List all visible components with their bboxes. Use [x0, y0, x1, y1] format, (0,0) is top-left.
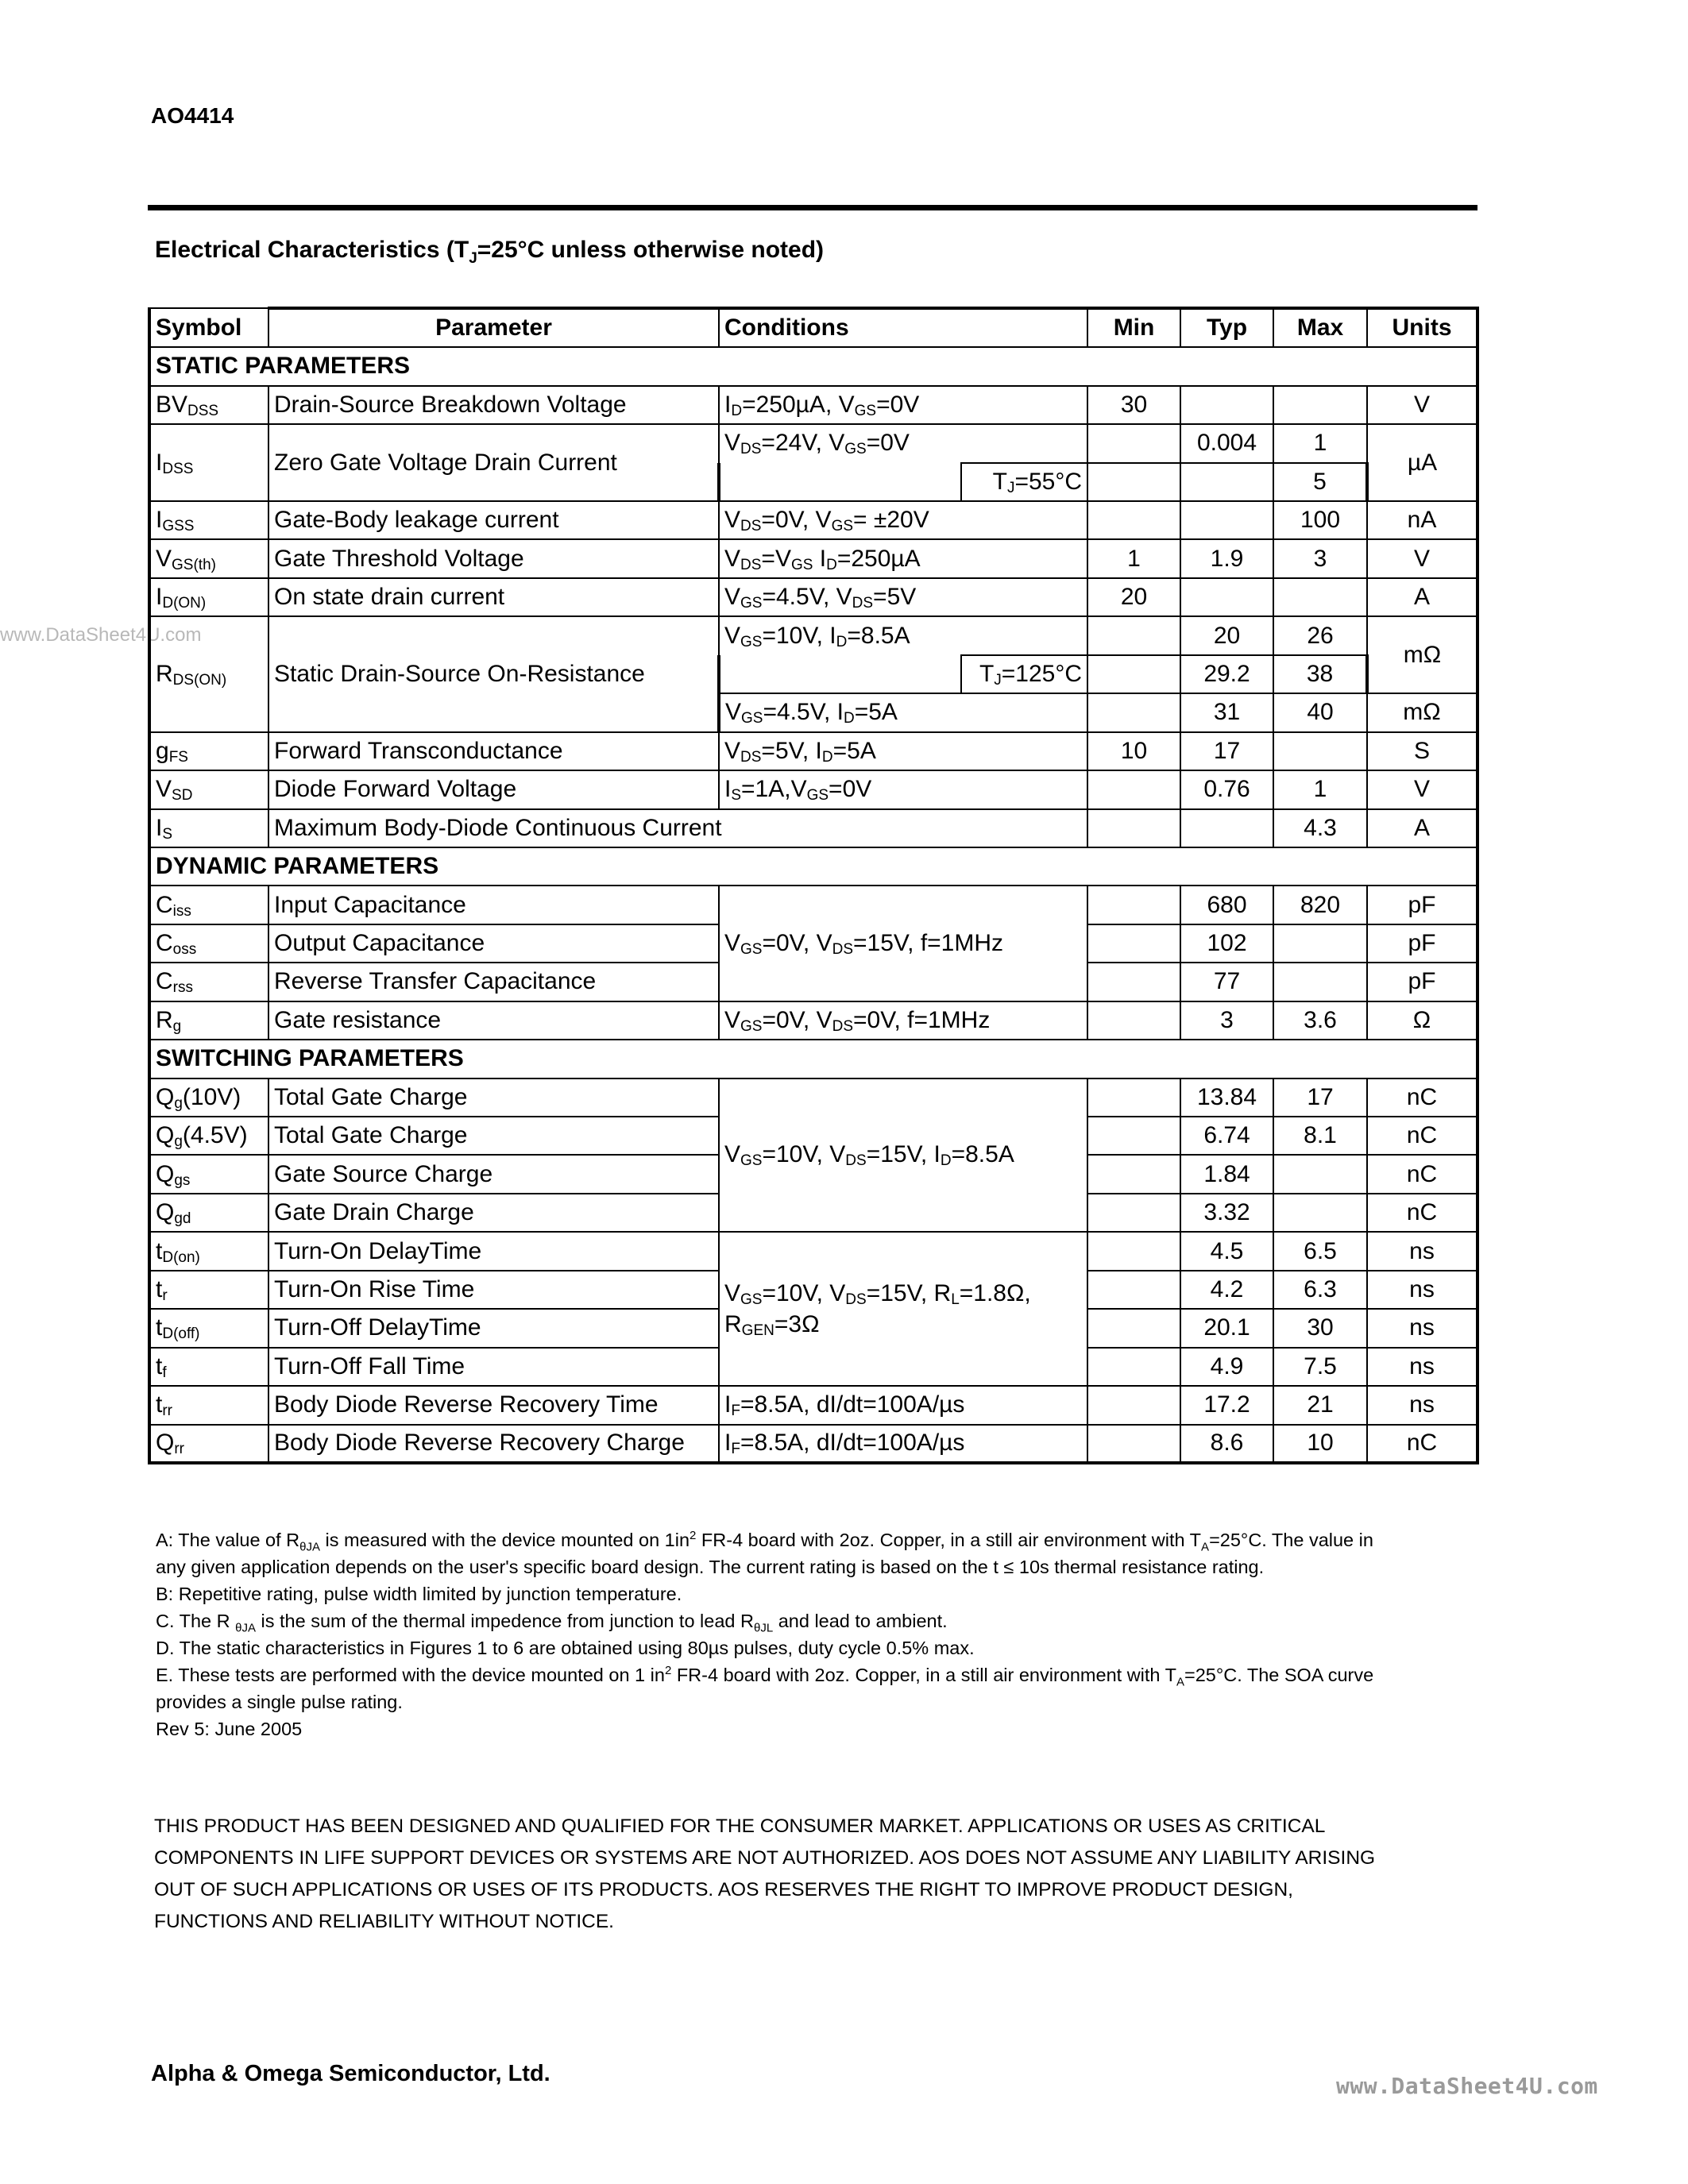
- conditions-cell: $V_{GS}=0V$, $V_{DS}=0V$, f=1MHz: [719, 1001, 1087, 1040]
- max-cell: 5: [1273, 463, 1367, 501]
- conditions-cell: $V_{GS}=4.5V$, $I_D=5A$: [719, 693, 1087, 731]
- parameter-cell: Static Drain-Source On-Resistance: [268, 616, 719, 731]
- min-cell: [1087, 770, 1180, 808]
- max-cell: 100: [1273, 501, 1367, 539]
- min-cell: [1087, 1309, 1180, 1347]
- min-cell: [1087, 1425, 1180, 1464]
- parameter-cell: Gate-Body leakage current: [268, 501, 719, 539]
- min-cell: [1087, 1232, 1180, 1270]
- max-cell: 3.6: [1273, 1001, 1367, 1040]
- parameter-cell: Gate resistance: [268, 1001, 719, 1040]
- parameter-cell: Turn-Off Fall Time: [268, 1348, 719, 1386]
- max-cell: 3: [1273, 539, 1367, 577]
- typ-cell: [1180, 809, 1273, 847]
- symbol-cell: $Q_g(10V)$: [149, 1078, 268, 1117]
- units-cell: pF: [1367, 963, 1477, 1001]
- note-d: D. The static characteristics in Figures 1 to 6 are obtained using 80µs pulses, duty cycle 0.5% max.: [156, 1638, 975, 1658]
- min-cell: [1087, 463, 1180, 501]
- conditions-cell: $V_{DS}=V_{GS}$ $I_D=250\mu A$: [719, 539, 1087, 577]
- footnotes: [156, 1526, 1490, 1742]
- min-cell: 10: [1087, 732, 1180, 770]
- symbol-cell: $g_{FS}$: [149, 732, 268, 770]
- symbol-cell: $R_{DS(ON)}$: [149, 616, 268, 731]
- typ-cell: 13.84: [1180, 1078, 1273, 1117]
- units-cell: ns: [1367, 1271, 1477, 1309]
- max-cell: [1273, 732, 1367, 770]
- max-cell: 6.3: [1273, 1271, 1367, 1309]
- parameter-cell: Gate Threshold Voltage: [268, 539, 719, 577]
- conditions-cell: $I_S=1A,V_{GS}=0V$: [719, 770, 1087, 808]
- table-row: [149, 424, 1477, 462]
- note-c: C. The R $_{\theta JA}$ is the sum of the thermal impedence from junction to lead $R_{\theta JL}$ and lead to ambient.: [156, 1611, 948, 1635]
- units-cell: Ω: [1367, 1001, 1477, 1040]
- symbol-cell: $I_{GSS}$: [149, 501, 268, 539]
- conditions-cell: $I_F=8.5A$, dI/dt=100A/µs: [719, 1425, 1087, 1464]
- side-watermark: www.DataSheet4U.com: [0, 624, 202, 646]
- symbol-cell: $I_S$: [149, 809, 268, 847]
- revision: Rev 5: June 2005: [156, 1719, 303, 1739]
- parameter-cell: Gate Source Charge: [268, 1155, 719, 1193]
- units-cell: nC: [1367, 1078, 1477, 1117]
- units-cell: µA: [1367, 424, 1477, 501]
- max-cell: 8.1: [1273, 1117, 1367, 1155]
- conditions-subcell: $T_J=55^\circ C$: [961, 463, 1087, 501]
- parameter-cell: Body Diode Reverse Recovery Charge: [268, 1425, 719, 1464]
- min-cell: [1087, 924, 1180, 963]
- table-row: [149, 616, 1477, 654]
- note-a-line1: A: The value of $R_{\theta JA}$ is measured with the device mounted on $1in^2$ FR-4 board with 2oz. Copper, in a still air environment with $T_A=25^\circ C$. The value in: [156, 1529, 1373, 1554]
- units-cell: S: [1367, 732, 1477, 770]
- symbol-cell: $t_r$: [149, 1271, 268, 1309]
- typ-cell: 17.2: [1180, 1386, 1273, 1424]
- typ-cell: [1180, 463, 1273, 501]
- units-cell: A: [1367, 809, 1477, 847]
- conditions-cell: $V_{GS}=0V$, $V_{DS}=15V$, f=1MHz: [719, 886, 1087, 1001]
- conditions-cell: $I_D=250\mu A$, $V_{GS}=0V$: [719, 386, 1087, 424]
- typ-cell: 4.2: [1180, 1271, 1273, 1309]
- section-header: STATIC PARAMETERS: [149, 347, 1477, 385]
- max-cell: 7.5: [1273, 1348, 1367, 1386]
- parameter-cell: On state drain current: [268, 578, 719, 616]
- parameter-cell: Turn-Off DelayTime: [268, 1309, 719, 1347]
- typ-cell: 3: [1180, 1001, 1273, 1040]
- min-cell: [1087, 693, 1180, 731]
- table-row: [149, 770, 1477, 808]
- units-cell: pF: [1367, 924, 1477, 963]
- typ-cell: [1180, 386, 1273, 424]
- typ-cell: 20: [1180, 616, 1273, 654]
- symbol-cell: $t_{D(on)}$: [149, 1232, 268, 1270]
- max-cell: [1273, 386, 1367, 424]
- col-header: Conditions: [719, 308, 1087, 347]
- symbol-cell: $Q_g(4.5V)$: [149, 1117, 268, 1155]
- parameter-cell: Maximum Body-Diode Continuous Current: [268, 809, 1087, 847]
- conditions-cell: $V_{GS}=4.5V$, $V_{DS}=5V$: [719, 578, 1087, 616]
- note-b: B: Repetitive rating, pulse width limited by junction temperature.: [156, 1584, 682, 1604]
- units-cell: ns: [1367, 1232, 1477, 1270]
- max-cell: [1273, 1155, 1367, 1193]
- min-cell: [1087, 1155, 1180, 1193]
- table-row: [149, 539, 1477, 577]
- parameter-cell: Forward Transconductance: [268, 732, 719, 770]
- table-row: [149, 578, 1477, 616]
- symbol-cell: $Q_{gs}$: [149, 1155, 268, 1193]
- units-cell: nA: [1367, 501, 1477, 539]
- units-cell: mΩ: [1367, 693, 1477, 731]
- disclaimer-line: THIS PRODUCT HAS BEEN DESIGNED AND QUALIFIED FOR THE CONSUMER MARKET. APPLICATIONS OR USES AS CRITICAL: [154, 1815, 1326, 1837]
- min-cell: [1087, 1117, 1180, 1155]
- max-cell: 6.5: [1273, 1232, 1367, 1270]
- units-cell: A: [1367, 578, 1477, 616]
- min-cell: [1087, 1194, 1180, 1232]
- symbol-cell: $V_{GS(th)}$: [149, 539, 268, 577]
- min-cell: 20: [1087, 578, 1180, 616]
- typ-cell: 1.9: [1180, 539, 1273, 577]
- min-cell: 30: [1087, 386, 1180, 424]
- max-cell: [1273, 924, 1367, 963]
- units-cell: V: [1367, 539, 1477, 577]
- symbol-cell: $t_{D(off)}$: [149, 1309, 268, 1347]
- symbol-cell: $V_{SD}$: [149, 770, 268, 808]
- conditions-cell: $V_{DS}=5V$, $I_D=5A$: [719, 732, 1087, 770]
- min-cell: 1: [1087, 539, 1180, 577]
- min-cell: [1087, 809, 1180, 847]
- disclaimer-line: FUNCTIONS AND RELIABILITY WITHOUT NOTICE.: [154, 1911, 614, 1932]
- max-cell: 40: [1273, 693, 1367, 731]
- max-cell: 38: [1273, 655, 1367, 693]
- conditions-cell: $I_F=8.5A$, dI/dt=100A/µs: [719, 1386, 1087, 1424]
- symbol-cell: $C_{oss}$: [149, 924, 268, 963]
- table-row: [149, 809, 1477, 847]
- footer-watermark: www.DataSheet4U.com: [1336, 2073, 1598, 2099]
- conditions-cell: $V_{GS}=10V$, $V_{DS}=15V$, $I_D=8.5A$: [719, 1078, 1087, 1233]
- units-cell: nC: [1367, 1155, 1477, 1193]
- symbol-cell: $I_{D(ON)}$: [149, 578, 268, 616]
- typ-cell: 0.76: [1180, 770, 1273, 808]
- conditions-cell: $V_{DS}=24V$, $V_{GS}=0V$: [719, 424, 1087, 462]
- table-row: [149, 732, 1477, 770]
- symbol-cell: $C_{iss}$: [149, 886, 268, 924]
- disclaimer-line: COMPONENTS IN LIFE SUPPORT DEVICES OR SYSTEMS ARE NOT AUTHORIZED. AOS DOES NOT ASSUME ANY LIABILITY ARISING: [154, 1847, 1376, 1869]
- table-row: [149, 1386, 1477, 1424]
- parameter-cell: Drain-Source Breakdown Voltage: [268, 386, 719, 424]
- min-cell: [1087, 424, 1180, 462]
- units-cell: ns: [1367, 1386, 1477, 1424]
- table-row: [149, 501, 1477, 539]
- typ-cell: 3.32: [1180, 1194, 1273, 1232]
- units-cell: mΩ: [1367, 616, 1477, 693]
- typ-cell: 17: [1180, 732, 1273, 770]
- table-row: [149, 386, 1477, 424]
- typ-cell: 0.004: [1180, 424, 1273, 462]
- max-cell: [1273, 578, 1367, 616]
- parameter-cell: Reverse Transfer Capacitance: [268, 963, 719, 1001]
- typ-cell: [1180, 501, 1273, 539]
- max-cell: [1273, 963, 1367, 1001]
- symbol-cell: $R_g$: [149, 1001, 268, 1040]
- electrical-characteristics-table: [148, 307, 1479, 1464]
- max-cell: 17: [1273, 1078, 1367, 1117]
- typ-cell: 31: [1180, 693, 1273, 731]
- units-cell: V: [1367, 770, 1477, 808]
- col-header: Parameter: [268, 308, 719, 347]
- disclaimer: [154, 1811, 1505, 1938]
- table-row: [149, 1232, 1477, 1270]
- typ-cell: 6.74: [1180, 1117, 1273, 1155]
- min-cell: [1087, 655, 1180, 693]
- symbol-cell: $t_{rr}$: [149, 1386, 268, 1424]
- col-header: Symbol: [149, 308, 268, 347]
- typ-cell: 680: [1180, 886, 1273, 924]
- typ-cell: 1.84: [1180, 1155, 1273, 1193]
- typ-cell: 77: [1180, 963, 1273, 1001]
- units-cell: ns: [1367, 1309, 1477, 1347]
- max-cell: 820: [1273, 886, 1367, 924]
- max-cell: [1273, 1194, 1367, 1232]
- disclaimer-line: OUT OF SUCH APPLICATIONS OR USES OF ITS PRODUCTS. AOS RESERVES THE RIGHT TO IMPROVE PRODUCT DESIGN,: [154, 1879, 1293, 1900]
- conditions-spacer: [719, 655, 961, 693]
- units-cell: nC: [1367, 1194, 1477, 1232]
- max-cell: 10: [1273, 1425, 1367, 1464]
- col-header: Typ: [1180, 308, 1273, 347]
- units-cell: pF: [1367, 886, 1477, 924]
- conditions-spacer: [719, 463, 961, 501]
- part-number: AO4414: [151, 103, 234, 128]
- parameter-cell: Zero Gate Voltage Drain Current: [268, 424, 719, 501]
- parameter-cell: Gate Drain Charge: [268, 1194, 719, 1232]
- min-cell: [1087, 501, 1180, 539]
- conditions-cell: $V_{DS}=0V$, $V_{GS}= \pm 20V$: [719, 501, 1087, 539]
- table-row: [149, 1078, 1477, 1117]
- parameter-cell: Input Capacitance: [268, 886, 719, 924]
- col-header: Max: [1273, 308, 1367, 347]
- table-row: [149, 1001, 1477, 1040]
- symbol-cell: $C_{rss}$: [149, 963, 268, 1001]
- conditions-cell: $V_{GS}=10V$, $I_D=8.5A$: [719, 616, 1087, 654]
- conditions-subcell: $T_J=125^\circ C$: [961, 655, 1087, 693]
- units-cell: nC: [1367, 1425, 1477, 1464]
- max-cell: 26: [1273, 616, 1367, 654]
- min-cell: [1087, 886, 1180, 924]
- min-cell: [1087, 1078, 1180, 1117]
- section-title: Electrical Characteristics ($T_J=25^\circ C$ unless otherwise noted): [155, 237, 825, 267]
- symbol-cell: $I_{DSS}$: [149, 424, 268, 501]
- units-cell: ns: [1367, 1348, 1477, 1386]
- parameter-cell: Output Capacitance: [268, 924, 719, 963]
- symbol-cell: $Q_{rr}$: [149, 1425, 268, 1464]
- typ-cell: 8.6: [1180, 1425, 1273, 1464]
- company-name: Alpha & Omega Semiconductor, Ltd.: [151, 2061, 550, 2086]
- parameter-cell: Diode Forward Voltage: [268, 770, 719, 808]
- min-cell: [1087, 1271, 1180, 1309]
- section-header: DYNAMIC PARAMETERS: [149, 847, 1477, 886]
- parameter-cell: Total Gate Charge: [268, 1078, 719, 1117]
- parameter-cell: Turn-On Rise Time: [268, 1271, 719, 1309]
- table-row: [149, 1425, 1477, 1464]
- table-row: [149, 886, 1477, 924]
- section-header: SWITCHING PARAMETERS: [149, 1040, 1477, 1078]
- min-cell: [1087, 1348, 1180, 1386]
- col-header: Units: [1367, 308, 1477, 347]
- table-header-row: [149, 308, 1477, 347]
- max-cell: 30: [1273, 1309, 1367, 1347]
- min-cell: [1087, 1386, 1180, 1424]
- note-e-line2: provides a single pulse rating.: [156, 1692, 403, 1712]
- max-cell: 21: [1273, 1386, 1367, 1424]
- min-cell: [1087, 1001, 1180, 1040]
- note-a-line2: any given application depends on the user's specific board design. The current rating is based on the t ≤ 10s thermal resistance rating.: [156, 1557, 1265, 1577]
- parameter-cell: Total Gate Charge: [268, 1117, 719, 1155]
- max-cell: 1: [1273, 424, 1367, 462]
- typ-cell: 4.5: [1180, 1232, 1273, 1270]
- typ-cell: 20.1: [1180, 1309, 1273, 1347]
- typ-cell: 29.2: [1180, 655, 1273, 693]
- symbol-cell: $t_f$: [149, 1348, 268, 1386]
- note-e-line1: E. These tests are performed with the device mounted on 1 $in^2$ FR-4 board with 2oz. Copper, in a still air environment with $T_A=25^\circ C$. The SOA curve: [156, 1664, 1374, 1689]
- col-header: Min: [1087, 308, 1180, 347]
- typ-cell: 4.9: [1180, 1348, 1273, 1386]
- units-cell: V: [1367, 386, 1477, 424]
- parameter-cell: Turn-On DelayTime: [268, 1232, 719, 1270]
- max-cell: 1: [1273, 770, 1367, 808]
- min-cell: [1087, 963, 1180, 1001]
- units-cell: nC: [1367, 1117, 1477, 1155]
- typ-cell: [1180, 578, 1273, 616]
- min-cell: [1087, 616, 1180, 654]
- conditions-cell: $V_{GS}=10V$, $V_{DS}=15V$, $R_L=1.8\Omega$, $R_{GEN}=3\Omega$: [719, 1232, 1087, 1386]
- typ-cell: 102: [1180, 924, 1273, 963]
- max-cell: 4.3: [1273, 809, 1367, 847]
- symbol-cell: $BV_{DSS}$: [149, 386, 268, 424]
- header-rule: [148, 205, 1477, 210]
- parameter-cell: Body Diode Reverse Recovery Time: [268, 1386, 719, 1424]
- symbol-cell: $Q_{gd}$: [149, 1194, 268, 1232]
